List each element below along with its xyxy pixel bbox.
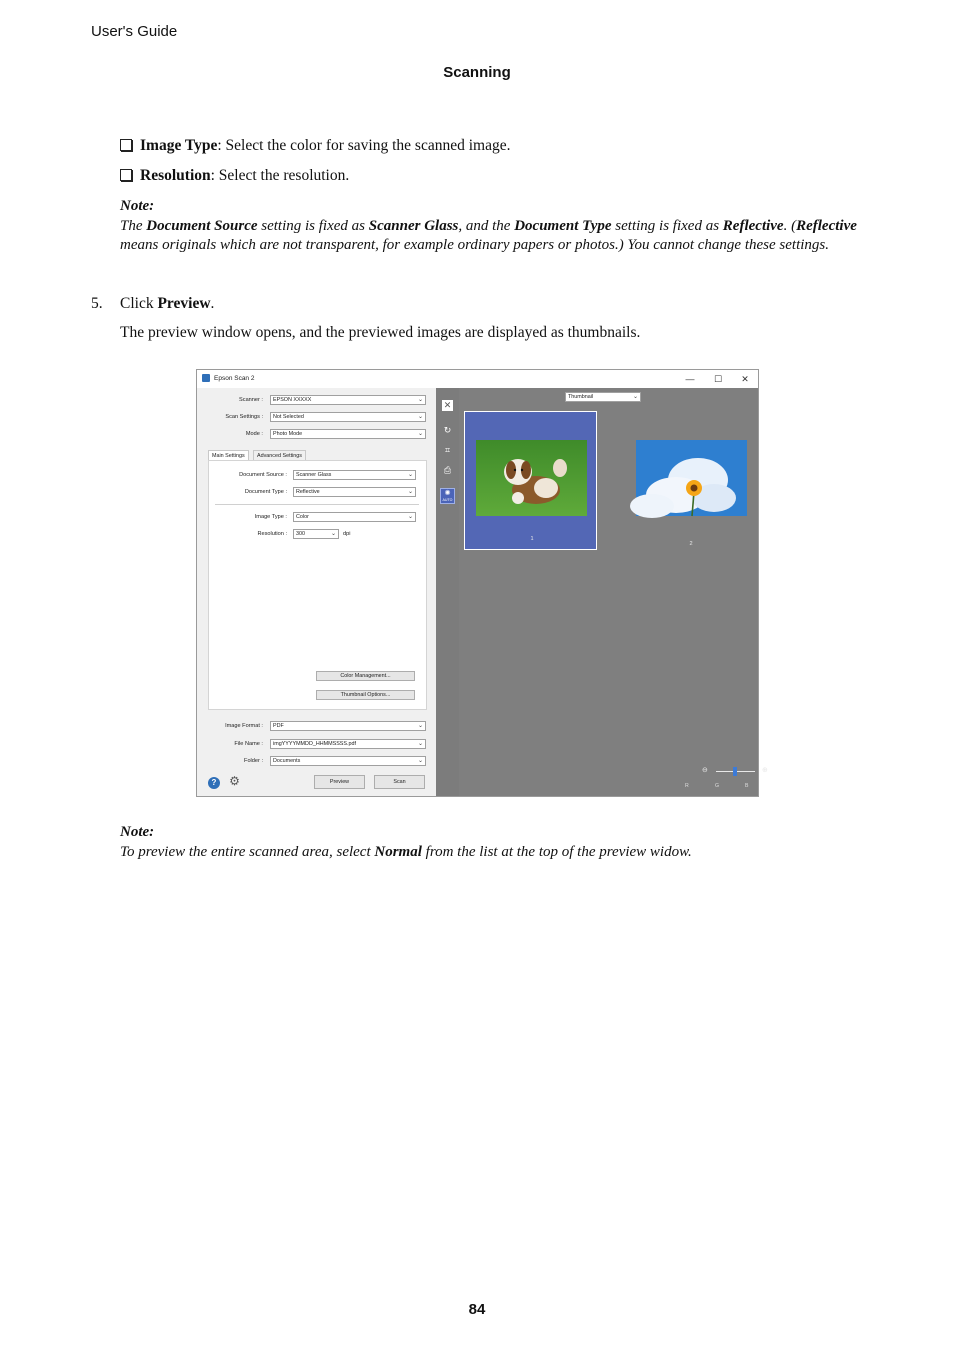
note-text: To preview the entire scanned area, select Normal from the list at the top of the preview widow. [120,843,692,860]
section-title: Scanning [443,64,511,81]
image-type-select[interactable]: Color ⌄ [293,512,416,522]
checkbox-bullet-icon [120,169,132,181]
chevron-down-icon: ⌄ [417,723,423,729]
image-format-select[interactable]: PDF ⌄ [270,721,426,731]
chevron-down-icon: ⌄ [417,741,423,747]
preview-toolbar [436,388,459,796]
chevron-down-icon: ⌄ [330,531,336,537]
scanner-label: Scanner : [239,397,263,403]
main-settings-tab-body [208,460,427,710]
rotate-icon[interactable]: ↻ [443,425,452,435]
thumbnail-options-button[interactable]: Thumbnail Options... [316,690,415,700]
document-source-select[interactable]: Scanner Glass ⌄ [293,470,416,480]
bullet-resolution [120,166,349,186]
chevron-down-icon: ⌄ [407,489,413,495]
title-bar [197,370,758,388]
bullet-text: : Select the resolution. [210,167,350,184]
note-label: Note: [120,198,155,214]
document-type-label: Document Type : [244,489,287,495]
scan-settings-label: Scan Settings : [225,414,263,420]
note-block-preview [120,823,880,862]
folder-label: Folder : [244,758,263,764]
clear-selection-icon[interactable]: ✕ [443,400,452,410]
note-text: The Document Source setting is fixed as Scanner Glass, and the Document Type setting is fixed as Reflective. (Reflective means originals which are not transparent, for example ordinary papers or photos.) You cannot change these settings. [120,217,857,253]
app-icon [202,374,210,382]
bullet-term: Image Type [140,137,218,154]
note-label: Note: [120,824,155,840]
thumbnail-1-label: 1 [530,536,534,542]
zoom-out-icon[interactable]: ⊖ [702,767,708,774]
divider [215,504,419,505]
tab-main-settings[interactable]: Main Settings [208,450,249,461]
mode-select[interactable]: Photo Mode ⌄ [270,429,426,439]
chevron-down-icon: ⌄ [417,414,423,420]
bullet-image-type [120,136,510,156]
tab-advanced-settings[interactable]: Advanced Settings [253,450,306,461]
document-source-label: Document Source : [239,472,287,478]
scan-button[interactable]: Scan [374,775,425,789]
chevron-down-icon: ⌄ [417,397,423,403]
help-icon[interactable]: ? [208,777,220,789]
document-type-select[interactable]: Reflective ⌄ [293,487,416,497]
bullet-text: : Select the color for saving the scanned image. [217,137,511,154]
checkbox-bullet-icon [120,139,132,151]
chevron-down-icon: ⌄ [407,514,413,520]
close-icon[interactable]: ✕ [741,374,749,384]
channel-r-label: R [685,783,689,789]
window-title: Epson Scan 2 [214,375,255,382]
channel-b-label: B [745,783,749,789]
thumbnail-1[interactable] [464,411,597,550]
color-management-button[interactable]: Color Management... [316,671,415,681]
resolution-unit: dpi [343,531,351,537]
resolution-label: Resolution : [257,531,287,537]
page-number: 84 [468,1301,486,1318]
file-name-label: File Name : [234,741,263,747]
image-format-label: Image Format : [225,723,263,729]
preview-area [459,388,768,796]
note-block [120,197,880,256]
folder-select[interactable]: Documents ⌄ [270,756,426,766]
scanner-select[interactable]: EPSON XXXXX ⌄ [270,395,426,405]
mode-label: Mode : [245,431,263,437]
zoom-in-icon[interactable]: ⊕ [762,767,768,774]
epson-scan-window-screenshot [196,369,768,797]
chevron-down-icon: ⌄ [632,394,638,400]
maximize-icon[interactable]: ☐ [713,374,723,384]
sunflower-photo-image[interactable] [636,440,747,516]
settings-panel [197,388,436,796]
step-instruction: Click Preview. [120,295,215,312]
thumbnail-2-label: 2 [689,541,693,547]
scan-settings-select[interactable]: Not Selected ⌄ [270,412,426,422]
chevron-down-icon: ⌄ [417,431,423,437]
step-number: 5. [91,295,103,312]
chevron-down-icon: ⌄ [407,472,413,478]
view-mode-select[interactable]: Thumbnail ⌄ [565,392,641,402]
zoom-slider-handle[interactable] [733,767,737,776]
resolution-select[interactable]: 300 ⌄ [293,529,339,539]
channel-g-label: G [715,783,720,789]
chevron-down-icon: ⌄ [417,758,423,764]
gear-icon[interactable]: ⚙ [229,774,240,788]
dog-photo-image [476,440,587,516]
running-head: User's Guide [91,23,178,40]
stamp-icon[interactable]: ⎙ [443,465,452,475]
file-name-select[interactable]: imgYYYYMMDD_HHMMSSSS.pdf ⌄ [270,739,426,749]
step-description: The preview window opens, and the previewed images are displayed as thumbnails. [120,324,641,341]
bullet-term: Resolution [140,167,211,184]
preview-button[interactable]: Preview [314,775,365,789]
image-type-label: Image Type : [254,514,287,520]
minimize-icon[interactable]: — [685,374,695,384]
marquee-icon[interactable]: ⌗ [444,445,451,455]
auto-exposure-icon[interactable]: ✺ AUTO [440,488,455,504]
